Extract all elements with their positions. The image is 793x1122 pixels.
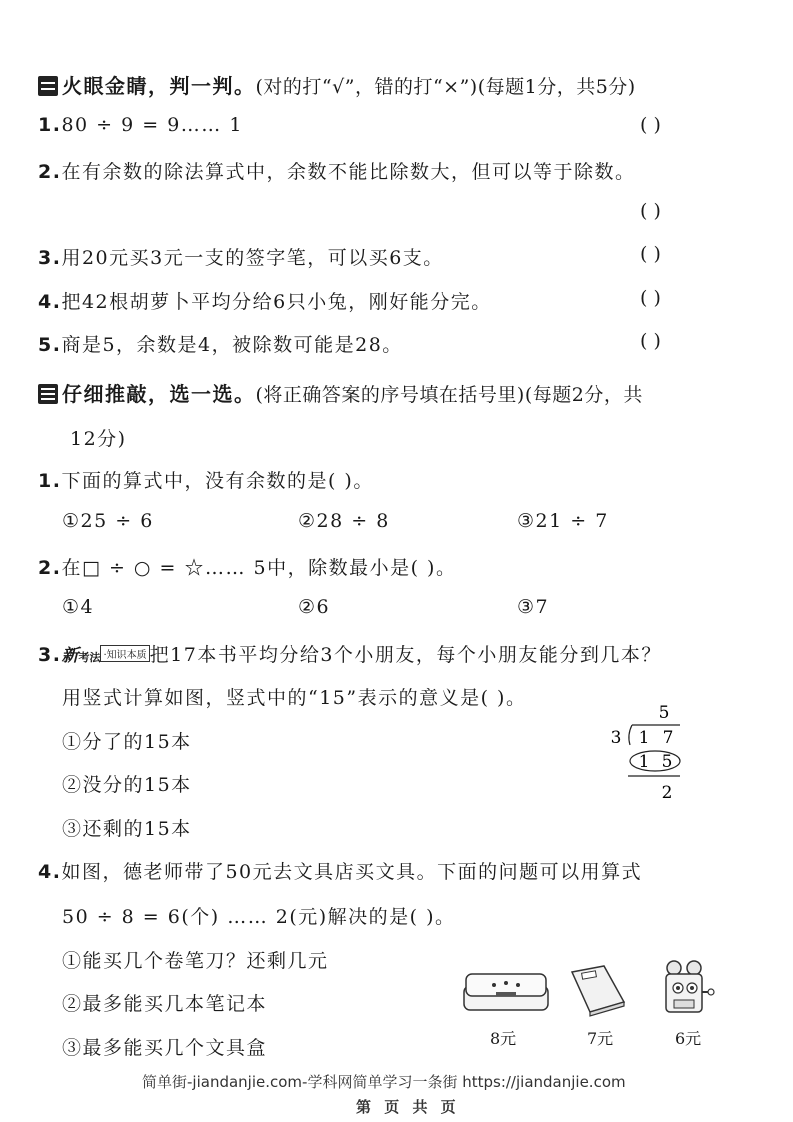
- notebook-price: 7元: [587, 1029, 614, 1048]
- judge-answer-2[interactable]: ( ): [640, 200, 661, 222]
- ld-dividend-ones: 7: [662, 728, 674, 748]
- q2-option-2: ②6: [298, 596, 331, 618]
- method-badge: 考法: [78, 651, 101, 664]
- section-2-title: 火眼金睛，判一判。: [62, 74, 256, 98]
- ld-remainder: 2: [661, 783, 673, 803]
- q4-text-line-2: 50 ÷ 8 = 6(个) …… 2(元)解决的是( )。: [62, 906, 456, 928]
- long-division-diagram: [600, 698, 700, 808]
- choice-question-2: 2.在□ ÷ ○ = ☆…… 5中，除数最小是( )。: [38, 557, 457, 579]
- q2-option-1: ①4: [62, 596, 95, 618]
- q4-option-2: ②最多能买几本笔记本: [62, 993, 268, 1015]
- section-3-icon: [38, 384, 58, 404]
- q2-option-3: ③7: [517, 596, 550, 618]
- pencil-sharpener-icon: [656, 958, 716, 1020]
- section-3-header: [38, 378, 643, 407]
- choice-question-3: 3.新考法 ·知识本质 把17本书平均分给3个小朋友，每个小朋友能分到几本？: [38, 644, 662, 666]
- section-3-instruction-cont: 12分): [70, 428, 127, 450]
- new-badge: 新: [61, 646, 79, 666]
- q3-option-1: ①分了的15本: [62, 731, 192, 753]
- ld-highlight-circle: [630, 751, 680, 771]
- judge-item-5: 5.商是5，余数是4，被除数可能是28。: [38, 334, 403, 356]
- q1-option-3: ③21 ÷ 7: [517, 510, 609, 532]
- section-2-instruction: (对的打“√”，错的打“×”)(每题1分，共5分): [255, 76, 636, 98]
- section-3-instruction: (将正确答案的序号填在括号里)(每题2分，共: [255, 384, 643, 406]
- sharpener-price: 6元: [675, 1029, 702, 1048]
- judge-answer-1[interactable]: ( ): [640, 114, 661, 136]
- watermark-footer[interactable]: 简单街-jiandanjie.com-学科网简单学习一条街 https://jiandanjie.com: [142, 1073, 626, 1091]
- section-2-header: [38, 70, 636, 99]
- q4-option-3: ③最多能买几个文具盒: [62, 1037, 268, 1059]
- notebook-icon: [566, 962, 630, 1018]
- ld-bracket-curve: [629, 725, 632, 745]
- ld-dividend-tens: 1: [638, 728, 650, 748]
- ld-divisor: 3: [610, 728, 622, 748]
- choice-question-4: 4.如图，德老师带了50元去文具店买文具。下面的问题可以用算式: [38, 861, 643, 883]
- q4-option-1: ①能买几个卷笔刀？还剩几元: [62, 950, 329, 972]
- judge-item-3: 3.用20元买3元一支的签字笔，可以买6支。: [38, 247, 444, 269]
- q3-text-line-2: 用竖式计算如图，竖式中的“15”表示的意义是( )。: [62, 687, 527, 709]
- pencil-case-price: 8元: [490, 1029, 517, 1048]
- judge-answer-5[interactable]: ( ): [640, 330, 661, 352]
- page-number: 第 页 共 页: [356, 1098, 460, 1116]
- ld-product-tens: 1: [638, 752, 650, 772]
- choice-question-1: 1.下面的算式中，没有余数的是( )。: [38, 470, 374, 492]
- ld-quotient: 5: [658, 703, 670, 723]
- q3-option-2: ②没分的15本: [62, 774, 192, 796]
- judge-answer-4[interactable]: ( ): [640, 287, 661, 309]
- section-3-title: 仔细推敲，选一选。: [62, 382, 256, 406]
- judge-item-1: 1.80 ÷ 9 = 9…… 1: [38, 114, 243, 136]
- judge-item-2: 2.在有余数的除法算式中，余数不能比除数大，但可以等于除数。: [38, 161, 636, 183]
- judge-answer-3[interactable]: ( ): [640, 243, 661, 265]
- q1-option-1: ①25 ÷ 6: [62, 510, 154, 532]
- judge-item-4: 4.把42根胡萝卜平均分给6只小兔，刚好能分完。: [38, 291, 492, 313]
- ld-product-ones: 5: [661, 752, 673, 772]
- section-2-icon: [38, 76, 58, 96]
- pencil-case-icon: [460, 968, 552, 1016]
- knowledge-tag: ·知识本质: [100, 645, 149, 662]
- q1-option-2: ②28 ÷ 8: [298, 510, 390, 532]
- q3-option-3: ③还剩的15本: [62, 818, 192, 840]
